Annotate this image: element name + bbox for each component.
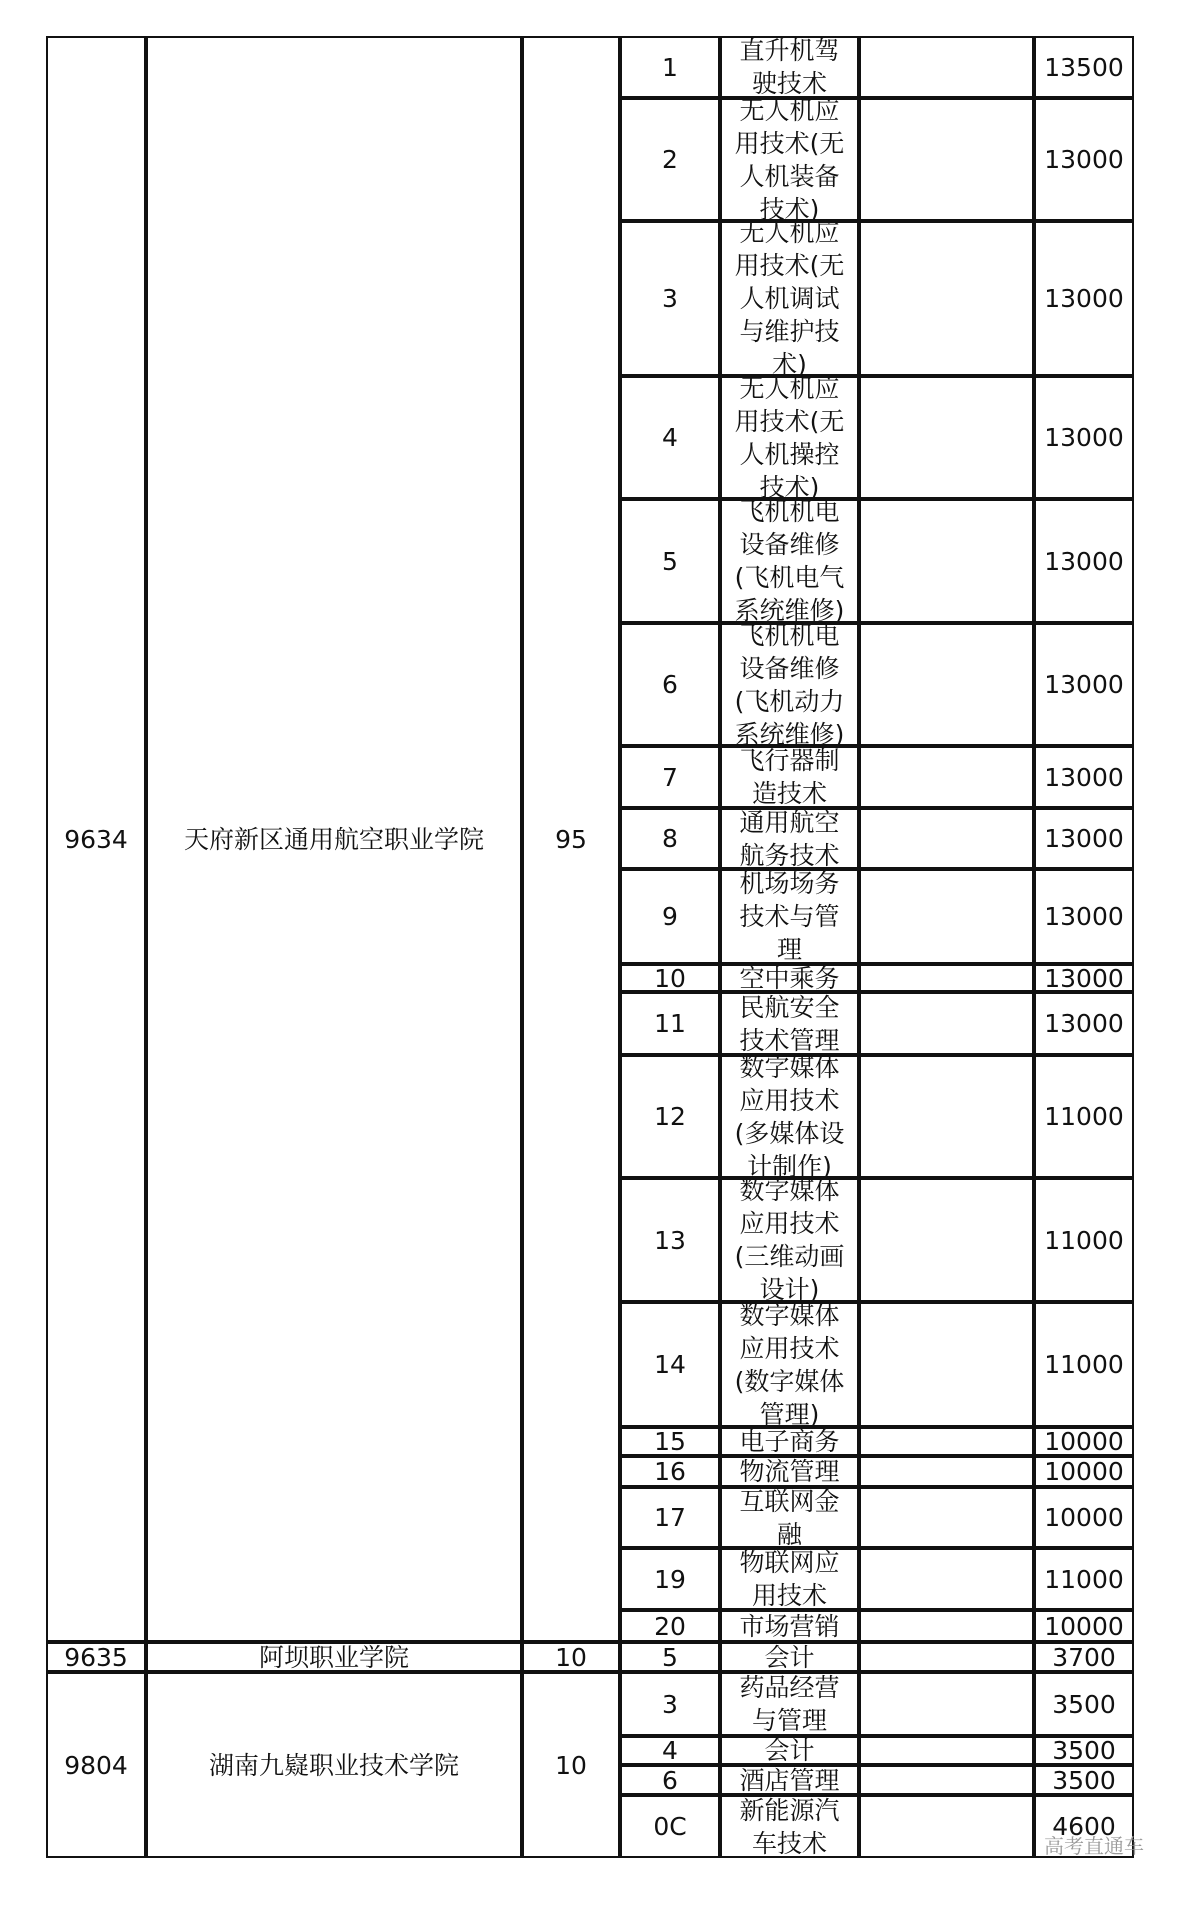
plan-count-text: 10: [555, 1750, 587, 1780]
major-name: [720, 499, 859, 623]
school-name-text: 阿坝职业学院: [258, 1642, 409, 1672]
major-note: [859, 992, 1034, 1055]
major-note: [859, 1795, 1034, 1858]
major-note: [859, 869, 1034, 964]
major-note: [859, 376, 1034, 499]
major-number: [620, 1302, 720, 1427]
tuition-fee: [1034, 1672, 1134, 1736]
major-name-text: 无人机应用技术(无人机操控技术): [734, 373, 845, 502]
major-name: [720, 373, 859, 502]
school-name: [146, 36, 522, 1642]
major-note: [859, 1610, 1034, 1642]
major-number: [620, 1736, 720, 1765]
tuition-fee: [1034, 746, 1134, 808]
major-name-text: 飞行器制造技术: [739, 746, 840, 808]
plan-count: [522, 36, 620, 1642]
major-number-text: 1: [662, 52, 678, 82]
major-name-text: 互联网金融: [739, 1486, 840, 1549]
major-name: [720, 964, 859, 992]
major-number-text: 4: [662, 423, 678, 452]
major-name: [720, 1302, 859, 1427]
tuition-fee-text: 3500: [1052, 1736, 1116, 1765]
school-name: [146, 1672, 522, 1858]
tuition-fee: [1034, 1427, 1134, 1456]
major-number: [620, 869, 720, 964]
major-note: [859, 36, 1034, 98]
major-number-text: 2: [662, 145, 678, 174]
tuition-fee-text: 13000: [1044, 145, 1124, 174]
major-number-text: 7: [662, 762, 678, 792]
tuition-fee-text: 13000: [1044, 423, 1124, 452]
major-number: [620, 221, 720, 376]
major-name: [720, 992, 859, 1055]
major-number: [620, 1178, 720, 1302]
major-name: [720, 1765, 859, 1795]
major-name-text: 会计: [764, 1736, 815, 1765]
major-name: [720, 1642, 859, 1672]
tuition-fee-text: 3500: [1052, 1765, 1116, 1795]
major-note: [859, 1178, 1034, 1302]
major-number-text: 19: [654, 1564, 686, 1594]
major-number: [620, 1795, 720, 1858]
major-note: [859, 1487, 1034, 1548]
major-number-text: 20: [654, 1611, 686, 1641]
major-note: [859, 1302, 1034, 1427]
major-name: [720, 746, 859, 808]
major-number-text: 0C: [653, 1812, 687, 1841]
tuition-fee-text: 11000: [1044, 1102, 1124, 1131]
tuition-fee-text: 11000: [1044, 1564, 1124, 1594]
plan-count-text: 95: [555, 824, 587, 854]
tuition-fee: [1034, 992, 1134, 1055]
major-name-text: 无人机应用技术(无人机装备技术): [734, 95, 845, 224]
major-name-text: 电子商务: [739, 1427, 840, 1456]
major-number: [620, 992, 720, 1055]
major-name-text: 无人机应用技术(无人机调试与维护技术): [734, 218, 845, 379]
tuition-fee: [1034, 623, 1134, 746]
major-note: [859, 221, 1034, 376]
plan-count: [522, 1642, 620, 1672]
tuition-fee: [1034, 869, 1134, 964]
tuition-fee: [1034, 1642, 1134, 1672]
major-note: [859, 1427, 1034, 1456]
major-note: [859, 1736, 1034, 1765]
tuition-fee-text: 10000: [1044, 1427, 1124, 1456]
major-number: [620, 98, 720, 221]
tuition-fee-text: 11000: [1044, 1350, 1124, 1379]
tuition-fee: [1034, 1456, 1134, 1487]
school-code: [46, 1642, 146, 1672]
major-number-text: 17: [654, 1503, 686, 1532]
major-name-text: 直升机驾驶技术: [739, 36, 840, 98]
tuition-fee: [1034, 221, 1134, 376]
major-name: [720, 1736, 859, 1765]
tuition-fee: [1034, 1610, 1134, 1642]
tuition-fee: [1034, 1487, 1134, 1548]
tuition-fee: [1034, 1055, 1134, 1178]
tuition-fee: [1034, 376, 1134, 499]
tuition-fee-text: 13000: [1044, 670, 1124, 699]
tuition-fee: [1034, 808, 1134, 869]
major-number: [620, 1487, 720, 1548]
tuition-fee-text: 13500: [1044, 52, 1124, 82]
tuition-fee-text: 13000: [1044, 762, 1124, 792]
major-note: [859, 499, 1034, 623]
major-name: [720, 1427, 859, 1456]
major-number: [620, 964, 720, 992]
major-number-text: 6: [662, 1765, 678, 1795]
school-code: [46, 1672, 146, 1858]
major-number: [620, 1672, 720, 1736]
school-code-text: 9635: [64, 1642, 128, 1672]
major-number-text: 16: [654, 1457, 686, 1486]
major-number: [620, 1548, 720, 1610]
school-code-text: 9634: [64, 824, 128, 854]
school-name-text: 湖南九嶷职业技术学院: [208, 1750, 459, 1780]
major-note: [859, 1456, 1034, 1487]
tuition-fee-text: 10000: [1044, 1611, 1124, 1641]
major-number: [620, 1765, 720, 1795]
watermark: 高考直通车: [1044, 1834, 1144, 1858]
major-name-text: 会计: [764, 1642, 815, 1672]
major-number-text: 15: [654, 1427, 686, 1456]
major-number-text: 13: [654, 1225, 686, 1255]
major-name: [720, 1672, 859, 1736]
major-number-text: 11: [654, 1009, 686, 1038]
major-name-text: 新能源汽车技术: [739, 1795, 840, 1858]
major-number-text: 3: [662, 1689, 678, 1719]
major-number-text: 6: [662, 670, 678, 699]
tuition-fee-text: 4600: [1052, 1812, 1116, 1841]
tuition-fee: [1034, 1736, 1134, 1765]
tuition-fee-text: 10000: [1044, 1503, 1124, 1532]
major-number-text: 8: [662, 824, 678, 853]
tuition-fee-text: 13000: [1044, 902, 1124, 931]
major-name-text: 飞机机电设备维修(飞机电气系统维修): [734, 497, 845, 625]
major-number: [620, 1427, 720, 1456]
tuition-fee-text: 13000: [1044, 824, 1124, 853]
tuition-fee-text: 3700: [1052, 1642, 1116, 1672]
major-number-text: 12: [654, 1102, 686, 1131]
tuition-fee-text: 11000: [1044, 1225, 1124, 1255]
major-note: [859, 1548, 1034, 1610]
tuition-fee-text: 13000: [1044, 963, 1124, 993]
major-number-text: 5: [662, 546, 678, 576]
tuition-fee: [1034, 499, 1134, 623]
major-number: [620, 1610, 720, 1642]
major-name-text: 飞机机电设备维修(飞机动力系统维修): [734, 620, 845, 749]
plan-count: [522, 1672, 620, 1858]
major-name: [720, 1610, 859, 1642]
school-code: [46, 36, 146, 1642]
major-name-text: 物流管理: [739, 1457, 840, 1486]
tuition-fee: [1034, 964, 1134, 992]
major-name-text: 物联网应用技术: [739, 1548, 840, 1610]
major-name: [720, 1052, 859, 1181]
major-name-text: 药品经营与管理: [739, 1673, 840, 1735]
major-note: [859, 1672, 1034, 1736]
plan-count-text: 10: [555, 1642, 587, 1672]
major-name: [720, 1487, 859, 1548]
major-name: [720, 1178, 859, 1302]
major-number: [620, 808, 720, 869]
major-number: [620, 1456, 720, 1487]
major-number: [620, 1055, 720, 1178]
major-note: [859, 746, 1034, 808]
major-number-text: 3: [662, 284, 678, 313]
major-number: [620, 1642, 720, 1672]
major-name: [720, 218, 859, 379]
major-name-text: 机场场务技术与管理: [739, 869, 840, 964]
major-number: [620, 623, 720, 746]
major-number: [620, 376, 720, 499]
major-name: [720, 869, 859, 964]
tuition-fee-text: 13000: [1044, 546, 1124, 576]
tuition-fee: [1034, 98, 1134, 221]
tuition-fee-text: 10000: [1044, 1457, 1124, 1486]
major-number-text: 4: [662, 1736, 678, 1765]
school-code-text: 9804: [64, 1750, 128, 1780]
tuition-fee-text: 13000: [1044, 1009, 1124, 1038]
tuition-fee-text: 13000: [1044, 284, 1124, 313]
major-number: [620, 499, 720, 623]
major-number-text: 9: [662, 902, 678, 931]
tuition-fee: [1034, 1302, 1134, 1427]
major-name: [720, 1548, 859, 1610]
major-note: [859, 98, 1034, 221]
major-note: [859, 1642, 1034, 1672]
major-note: [859, 808, 1034, 869]
major-name-text: 空中乘务: [739, 963, 840, 993]
major-number: [620, 36, 720, 98]
major-name-text: 数字媒体应用技术(多媒体设计制作): [734, 1052, 845, 1181]
major-name: [720, 1795, 859, 1858]
major-name-text: 数字媒体应用技术(三维动画设计): [734, 1176, 845, 1304]
major-number-text: 5: [662, 1642, 678, 1672]
major-name-text: 市场营销: [739, 1611, 840, 1641]
major-note: [859, 1765, 1034, 1795]
tuition-fee: [1034, 1765, 1134, 1795]
major-name-text: 通用航空航务技术: [739, 807, 840, 870]
major-number-text: 14: [654, 1350, 686, 1379]
major-name: [720, 1456, 859, 1487]
major-number-text: 10: [654, 963, 686, 993]
major-name-text: 酒店管理: [739, 1765, 840, 1795]
school-name-text: 天府新区通用航空职业学院: [183, 824, 484, 854]
major-note: [859, 623, 1034, 746]
major-note: [859, 964, 1034, 992]
major-name: [720, 36, 859, 98]
major-name: [720, 620, 859, 749]
major-name: [720, 808, 859, 869]
major-number: [620, 746, 720, 808]
tuition-fee: [1034, 1178, 1134, 1302]
tuition-fee-text: 3500: [1052, 1689, 1116, 1719]
tuition-fee: [1034, 36, 1134, 98]
major-note: [859, 1055, 1034, 1178]
major-name: [720, 95, 859, 224]
school-name: [146, 1642, 522, 1672]
major-name-text: 民航安全技术管理: [739, 992, 840, 1055]
major-name-text: 数字媒体应用技术(数字媒体管理): [734, 1300, 845, 1429]
tuition-fee: [1034, 1548, 1134, 1610]
